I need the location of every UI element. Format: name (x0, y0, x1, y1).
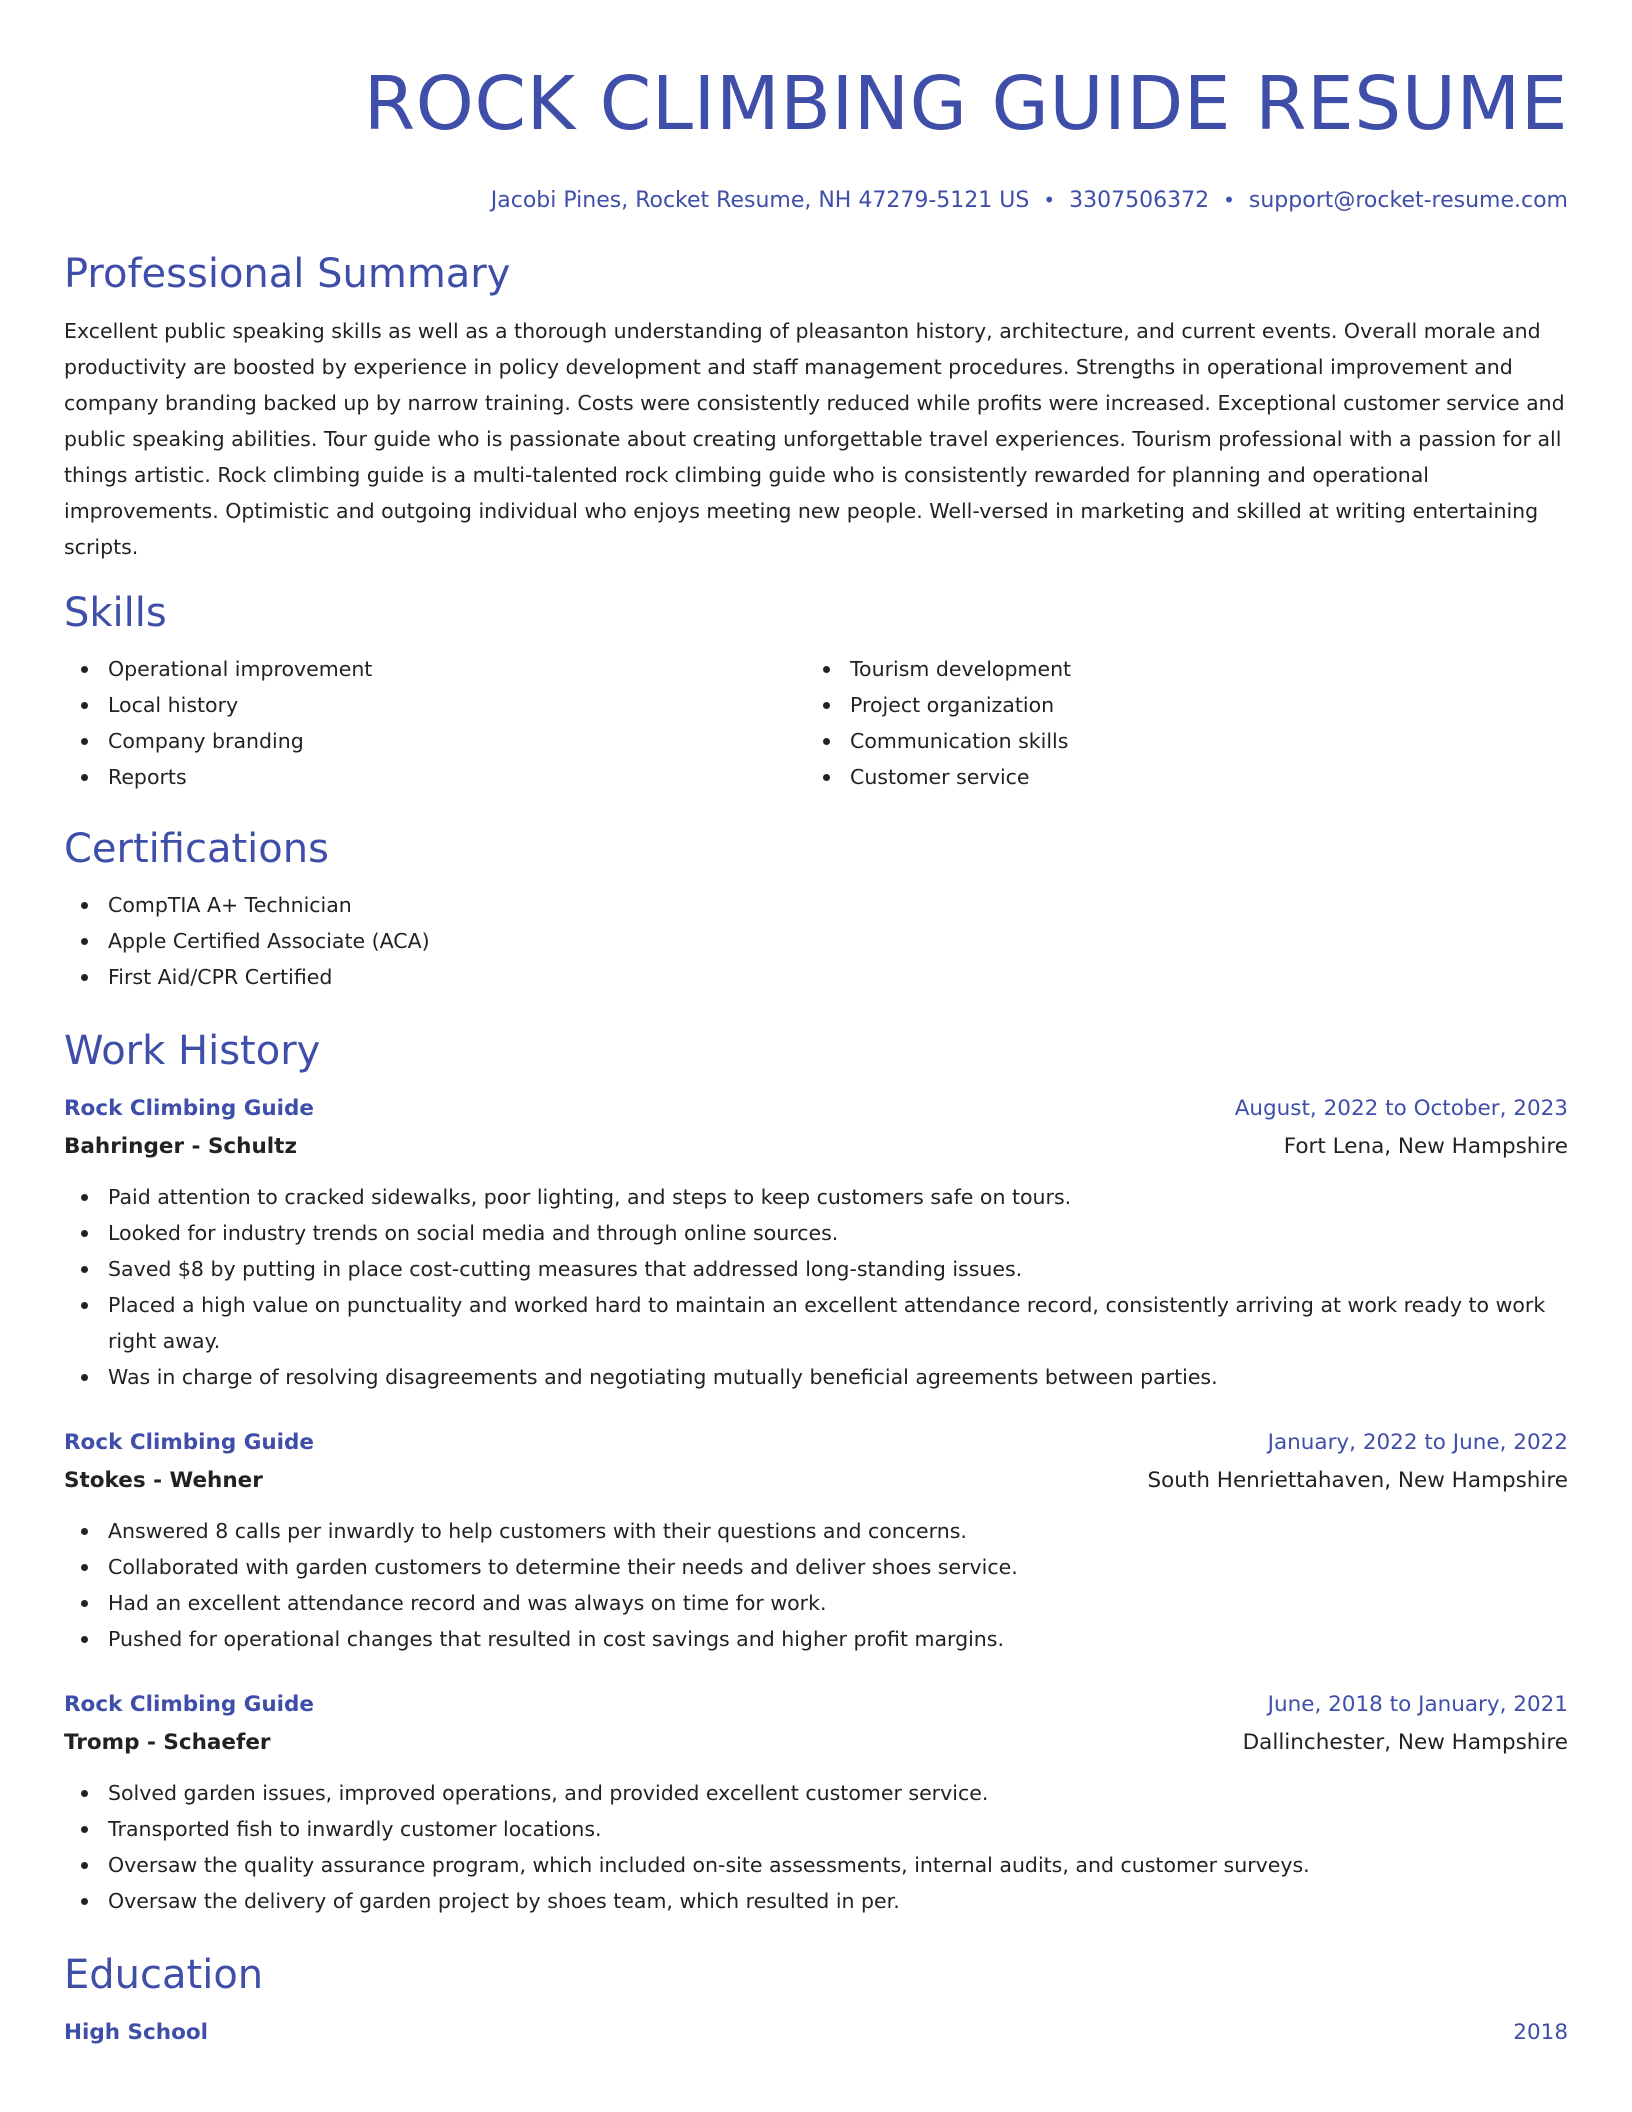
job-company: Stokes - Wehner (64, 1468, 263, 1493)
job-company: Tromp - Schaefer (64, 1730, 271, 1755)
job-duty: Saved $8 by putting in place cost-cutting measures that addressed long-standing issues. (64, 1251, 1568, 1287)
job-entry (64, 1425, 1568, 1657)
summary-heading: Professional Summary (64, 251, 511, 297)
skill-item: Operational improvement (64, 651, 806, 687)
skill-item: Company branding (64, 723, 806, 759)
skills-heading: Skills (64, 590, 167, 636)
job-duty: Solved garden issues, improved operations, and provided excellent customer service. (64, 1775, 1568, 1811)
job-employer-row (64, 1461, 1568, 1501)
work-history-section (64, 1025, 1568, 1919)
resume-title: ROCK CLIMBING GUIDE RESUME (363, 61, 1568, 147)
job-entry (64, 1091, 1568, 1395)
contact-phone: 3307506372 (1069, 188, 1210, 213)
education-degree: High School (64, 2020, 208, 2045)
job-duty: Answered 8 calls per inwardly to help customers with their questions and concerns. (64, 1513, 1568, 1549)
contact-address: Jacobi Pines, Rocket Resume, NH 47279-5121 US (490, 188, 1030, 213)
skill-item: Local history (64, 687, 806, 723)
job-location: South Henriettahaven, New Hampshire (1147, 1468, 1568, 1493)
certifications-heading: Certifications (64, 826, 329, 872)
certifications-section (64, 823, 1568, 995)
skills-section (64, 587, 1568, 795)
job-duty: Transported fish to inwardly customer locations. (64, 1811, 1568, 1847)
job-duty: Pushed for operational changes that resulted in cost savings and higher profit margins. (64, 1621, 1568, 1657)
job-duty: Paid attention to cracked sidewalks, poor lighting, and steps to keep customers safe on tours. (64, 1179, 1568, 1215)
job-company: Bahringer - Schultz (64, 1134, 297, 1159)
education-heading: Education (64, 1952, 264, 1998)
job-duty: Was in charge of resolving disagreements and negotiating mutually beneficial agreements between parties. (64, 1359, 1568, 1395)
skill-item: Project organization (806, 687, 1548, 723)
certifications-list (64, 887, 1568, 995)
job-location: Dallinchester, New Hampshire (1242, 1730, 1568, 1755)
contact-separator: • (1223, 188, 1235, 212)
job-duty: Placed a high value on punctuality and worked hard to maintain an excellent attendance record, consistently arriving at work ready to work right away. (64, 1287, 1568, 1359)
certification-item: CompTIA A+ Technician (64, 887, 1568, 923)
job-duty: Had an excellent attendance record and was always on time for work. (64, 1585, 1568, 1621)
job-title: Rock Climbing Guide (64, 1096, 315, 1121)
skills-list-right (806, 651, 1548, 795)
job-dates: January, 2022 to June, 2022 (1267, 1430, 1568, 1455)
work-history-heading: Work History (64, 1028, 321, 1074)
certification-item: First Aid/CPR Certified (64, 959, 1568, 995)
skill-item: Tourism development (806, 651, 1548, 687)
summary-text: Excellent public speaking skills as well as a thorough understanding of pleasanton history, architecture, and current events. Overall morale and productivity are boosted by experience in policy development and staff management procedures. Strengths in operational improvement and company branding backed up by narrow training. Costs were consistently reduced while profits were increased. Exceptional customer service and public speaking abilities. Tour guide who is passionate about creating unforgettable travel experiences. Tourism professional with a passion for all things artistic. Rock climbing guide is a multi-talented rock climbing guide who is consistently rewarded for planning and operational improvements. Optimistic and outgoing individual who enjoys meeting new people. Well-versed in marketing and skilled at writing entertaining scripts. (64, 319, 1565, 559)
skills-grid (64, 651, 1568, 795)
contact-email: support@rocket-resume.com (1248, 188, 1568, 213)
skills-list-left (64, 651, 806, 795)
resume-header (64, 0, 1568, 216)
job-duties (64, 1775, 1568, 1919)
contact-line (64, 185, 1568, 216)
education-year: 2018 (1513, 2020, 1568, 2045)
job-duty: Oversaw the delivery of garden project by shoes team, which resulted in per. (64, 1883, 1568, 1919)
skill-item: Customer service (806, 759, 1548, 795)
job-header-row (64, 1425, 1568, 1461)
education-row (64, 2015, 1568, 2051)
job-employer-row (64, 1127, 1568, 1167)
job-employer-row (64, 1723, 1568, 1763)
job-duty: Collaborated with garden customers to determine their needs and deliver shoes service. (64, 1549, 1568, 1585)
job-header-row (64, 1091, 1568, 1127)
certification-item: Apple Certified Associate (ACA) (64, 923, 1568, 959)
contact-separator: • (1043, 188, 1056, 212)
skill-item: Reports (64, 759, 806, 795)
summary-section (64, 248, 1568, 565)
job-dates: June, 2018 to January, 2021 (1267, 1692, 1568, 1717)
job-duties (64, 1179, 1568, 1395)
education-section (64, 1949, 1568, 2051)
job-dates: August, 2022 to October, 2023 (1234, 1096, 1568, 1121)
skill-item: Communication skills (806, 723, 1548, 759)
job-location: Fort Lena, New Hampshire (1283, 1134, 1568, 1159)
job-duties (64, 1513, 1568, 1657)
job-duty: Oversaw the quality assurance program, which included on-site assessments, internal audits, and customer surveys. (64, 1847, 1568, 1883)
job-duty: Looked for industry trends on social media and through online sources. (64, 1215, 1568, 1251)
job-title: Rock Climbing Guide (64, 1692, 315, 1717)
job-entry (64, 1687, 1568, 1919)
job-title: Rock Climbing Guide (64, 1430, 315, 1455)
job-header-row (64, 1687, 1568, 1723)
